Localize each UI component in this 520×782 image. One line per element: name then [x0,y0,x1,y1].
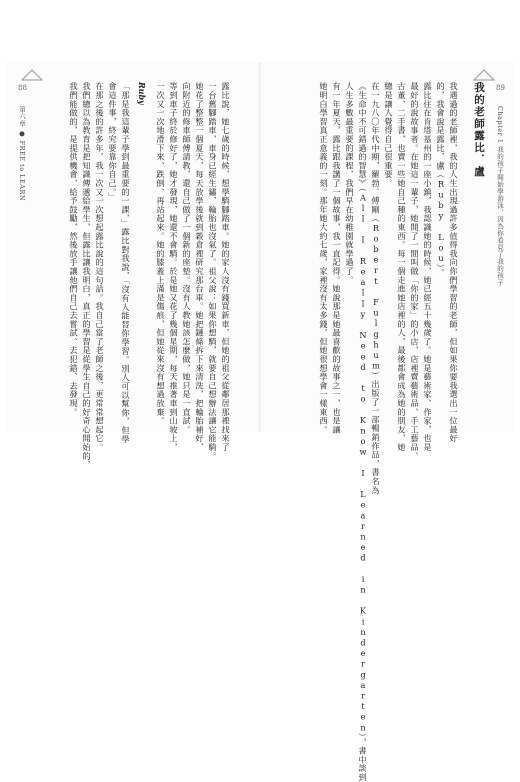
right-column-2: 的，我會說是露比，盧（Ruby Lou）。 [436,82,446,278]
left-column-2: 一台舊腳踏車，車身已經生鏽，輪胎也沒氣了。祖父說：如果你想騎，就要自己想辦法讓它能騎。 [208,82,218,461]
left-column-9: 在那之後的許多年，我一次又一次想起露比說的這句話。我自己當了老師之後，更常常想起它。 [95,82,105,452]
left-column-1: 露比說，她七歲的時候，想學騎腳踏車。她的家人沒有錢買新車，但她的祖父從鄰居那裡找來了 [221,82,231,452]
book-spread [6,62,514,782]
right-column-10: 有一年夏天，露比跟我講了一個故事，我一直記得。她說那是她最喜歡的故事之一，也是讓 [332,82,342,434]
right-column-5: 古董、二手書，也賣一些她自己種的東西。每一個走進她店裡的人，最後都會成為她的朋友，她 [397,82,407,452]
chapter-title: 我的老師露比．盧 [473,82,485,178]
right-page-number: 89 [496,84,505,92]
section-heading: Ruby [137,82,147,105]
left-column-3: 她花了整整一個夏天，每天放學後就到穀倉裡研究那台車。她把鏈條拆下來清洗，把輪胎補好， [195,82,205,452]
right-column-8: 《生命中不可錯過的智慧》（All I Really Need to Know I Learned in Kindergarten），書中談到 [358,82,368,782]
right-column-9: 人生多數最重要的課程，我們早在幼稚園就學過了。 [345,82,355,285]
left-page-number: 88 [18,84,27,92]
triangle-decoration-icon [20,68,50,82]
left-column-6: 一次又一次地滑下來、跌倒、再站起來。她的膝蓋上滿是傷痕，但她從來沒有想過放棄。 [156,82,166,426]
right-column-3: 露比住在肯塔基州的一座小鎮，我認識她的時候，她已經五十幾歲了。她是藝術家、作家，也是 [423,82,433,452]
triangle-decoration-icon [472,68,502,82]
right-column-6: 總是讓人覺得自己很重要。 [384,82,394,188]
left-column-11: 我們能做的，是提供機會、給予鼓勵，然後放手讓他們自己去嘗試、去犯錯、去發現。 [69,82,79,417]
left-column-5: 等到車子終於修好了，她才發現，她還不會騎。於是她又花了幾個星期，每天推著車到山坡上， [169,82,179,452]
right-running-head: Chapter 1 我的孩子開始學游泳，因為你看見了我的孩子 [496,106,504,287]
right-column-4: 最好的說故事者。在她這一輩子，她開了一間叫做「你的家」的小店，店裡賣藝術品、手工藝品、 [410,82,420,461]
left-column-10: 我們總以為教育是把知識傳遞給學生，但露比讓我明白，真正的學習是從學生自己的好奇心開始的， [82,82,92,470]
left-column-7: 「那是我這輩子學到最重要的一課，」露比對我說，「沒有人能替你學習。別人可以幫你，但學 [121,82,131,444]
right-column-1: 我遇過的老師裡，我的人生出現過許多值得我向你們學習的老師，但如果你要我選出一位最好 [449,82,459,443]
left-column-8: 會這件事，終究要靠你自己。」 [108,82,118,202]
right-page [260,62,514,782]
right-column-11: 她明白學習真正意義的一刻。那年她大約七歲，家裡沒有太多錢，但她很想學會一樣東西。 [319,82,329,434]
left-column-4: 向附近的修車師傅請教，還自己做了一個新的座墊。沒有人教她該怎麼做，她只是一直試。 [182,82,192,434]
right-column-7: 在一九八〇年代中期，羅勃．傅剛（Robert Fulghum）出版了一部暢銷作品，書名為 [371,82,381,495]
left-running-head: 第六章 ● FREE to LEARN [18,106,26,202]
left-page [6,62,260,470]
